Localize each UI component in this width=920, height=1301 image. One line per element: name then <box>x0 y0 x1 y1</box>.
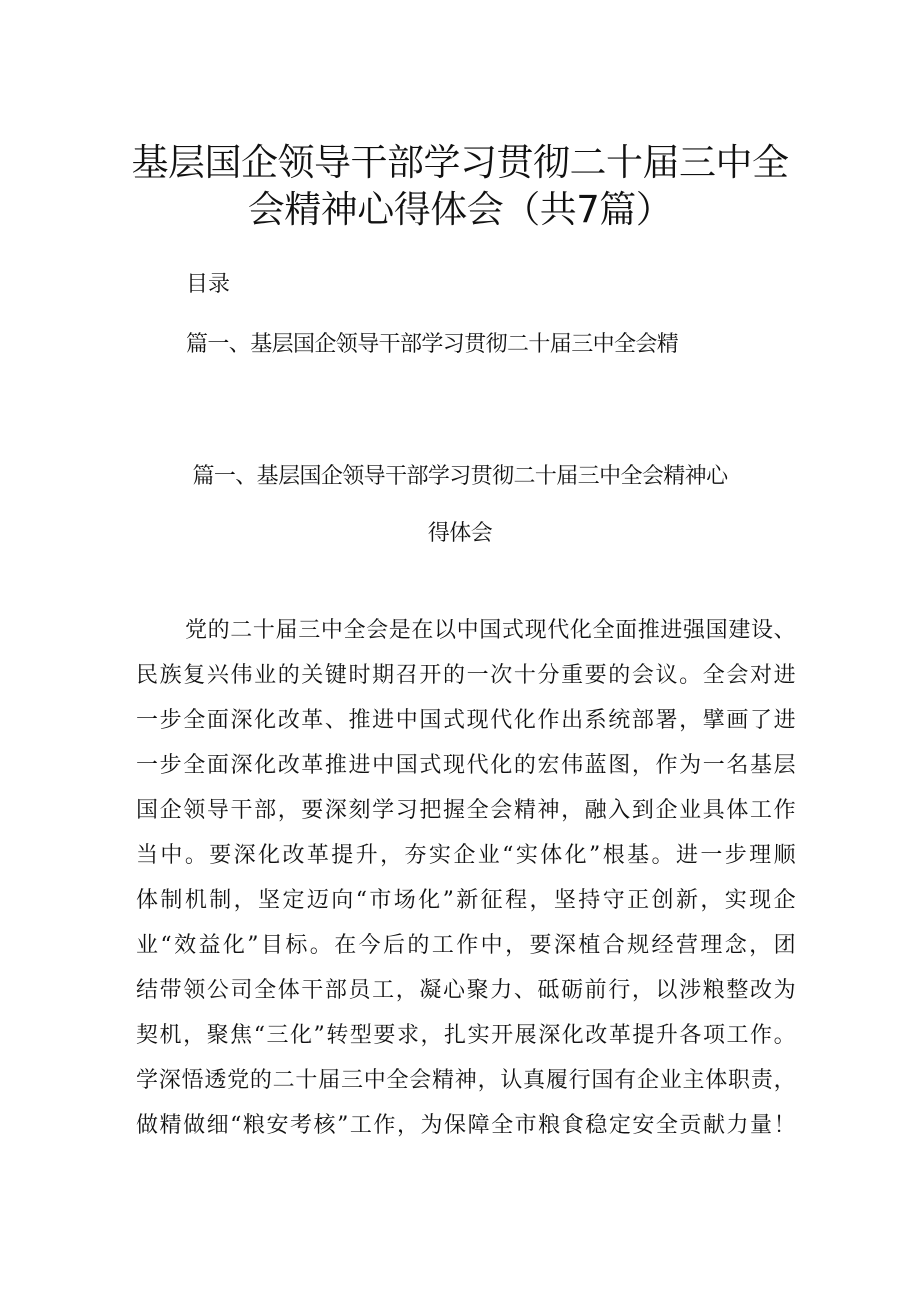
toc-item[interactable]: 篇一、基层国企领导干部学习贯彻二十届三中全会精 <box>186 332 679 357</box>
body-line: 党的二十届三中全会是在以中国式现代化全面推进强国建设、 <box>185 618 796 643</box>
document-title-line-1: 基层国企领导干部学习贯彻二十届三中全 <box>131 141 789 184</box>
body-line: 当中。要深化改革提升，夯实企业“实体化”根基。进一步理顺 <box>136 843 796 868</box>
toc-label: 目录 <box>186 272 231 297</box>
body-line: 结带领公司全体干部员工，凝心聚力、砥砺前行，以涉粮整改为 <box>136 978 796 1003</box>
body-line: 契机，聚焦“三化”转型要求，扎实开展深化改革提升各项工作。 <box>136 1023 796 1048</box>
section-heading-line-1: 篇一、基层国企领导干部学习贯彻二十届三中全会精神心 <box>192 464 728 489</box>
body-line: 一步全面深化改革推进中国式现代化的宏伟蓝图，作为一名基层 <box>136 753 796 778</box>
section-heading-line-2: 得体会 <box>427 521 493 546</box>
body-line: 做精做细“粮安考核”工作，为保障全市粮食稳定安全贡献力量！ <box>136 1113 796 1138</box>
body-line: 国企领导干部，要深刻学习把握全会精神，融入到企业具体工作 <box>136 798 796 823</box>
body-line: 体制机制，坚定迈向“市场化”新征程，坚持守正创新，实现企 <box>136 888 796 913</box>
body-line: 学深悟透党的二十届三中全会精神，认真履行国有企业主体职责， <box>136 1068 796 1093</box>
document-title-line-2: 会精神心得体会（共7篇） <box>247 188 673 231</box>
body-line: 民族复兴伟业的关键时期召开的一次十分重要的会议。全会对进 <box>136 663 796 688</box>
body-line: 一步全面深化改革、推进中国式现代化作出系统部署，擘画了进 <box>136 708 796 733</box>
body-line: 业“效益化”目标。在今后的工作中，要深植合规经营理念，团 <box>136 933 796 958</box>
